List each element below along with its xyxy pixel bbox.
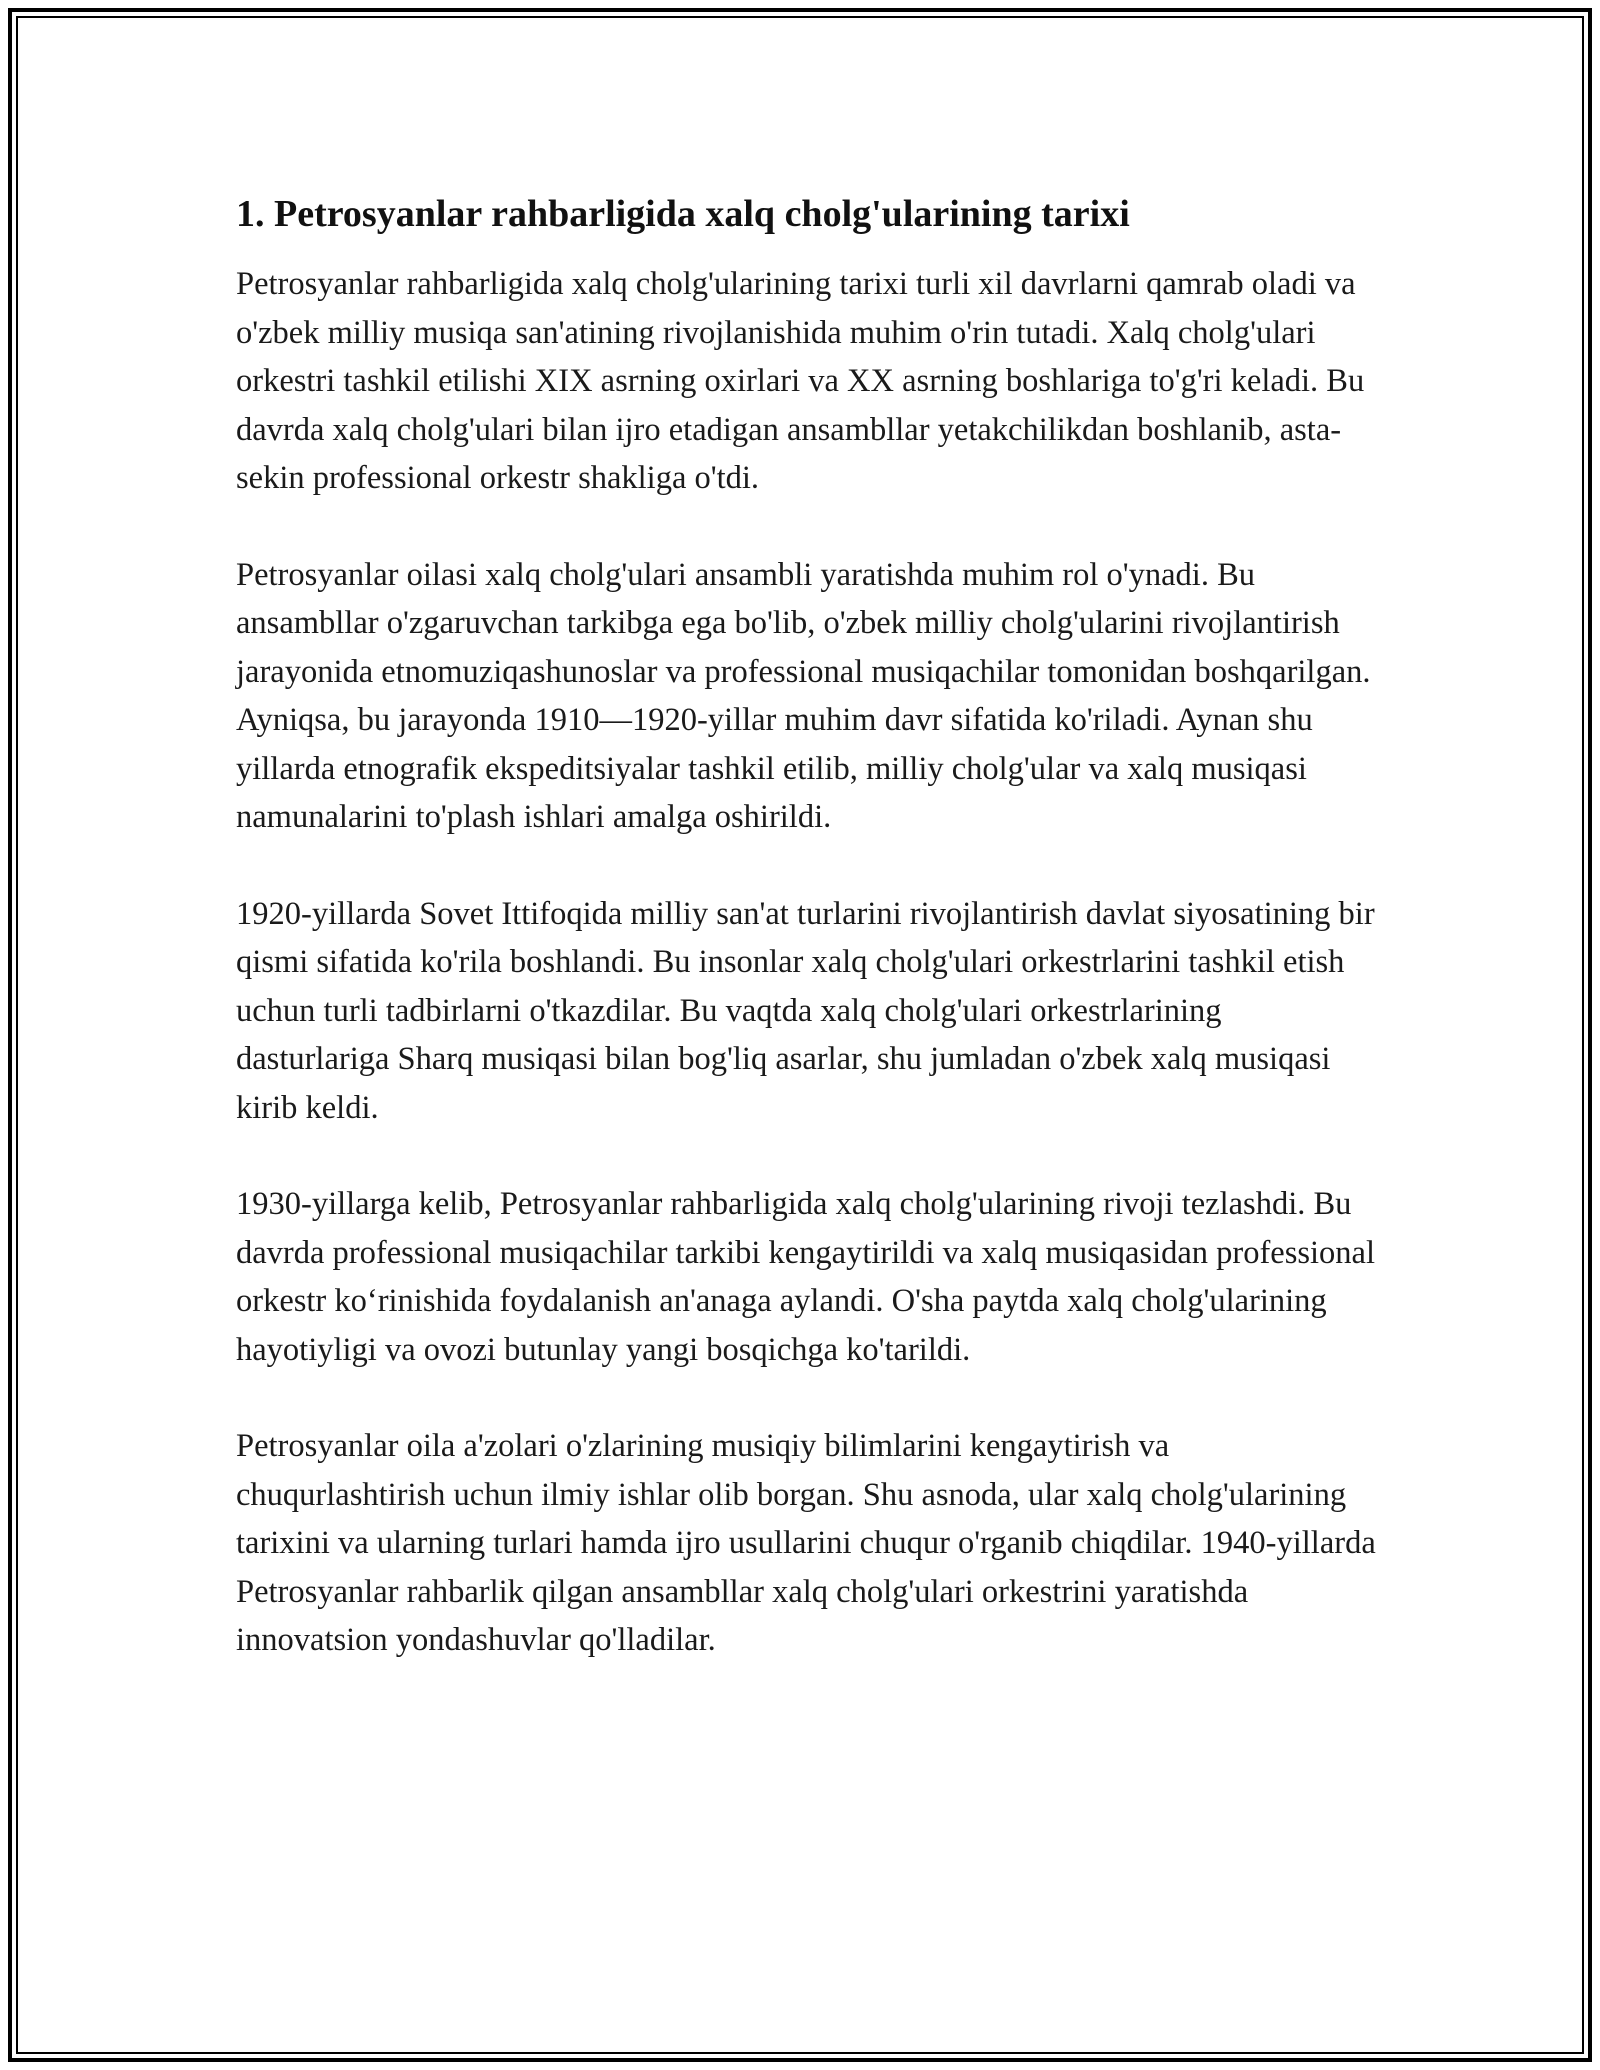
paragraph-2: Petrosyanlar oilasi xalq cholg'ulari ansambli yaratishda muhim rol o'ynadi. Bu ansambllar o'zgaruvchan tarkibga ega bo'lib, o'zbek milliy cholg'ularini rivojlantirish jarayonida etnomuziqashunoslar va professional musiqachilar tomonidan boshqarilgan. Ayniqsa, bu jarayonda 1910—1920-yillar muhim davr sifatida ko'riladi. Aynan shu yillarda etnografik ekspeditsiyalar tashkil etilib, milliy cholg'ular va xalq musiqasi namunalarini to'plash ishlari amalga oshirildi. (236, 556, 1371, 835)
document-body (236, 188, 1376, 1713)
paragraph-1: Petrosyanlar rahbarligida xalq cholg'ularining tarixi turli xil davrlarni qamrab oladi va o'zbek milliy musiqa san'atining rivojlanishida muhim o'rin tutadi. Xalq cholg'ulari orkestri tashkil etilishi XIX asrning oxirlari va XX asrning boshlariga to'g'ri keladi. Bu davrda xalq cholg'ulari bilan ijro etadigan ansambllar yetakchilikdan boshlanib, asta-sekin professional orkestr shakliga o'tdi. (236, 266, 1365, 496)
paragraph-3: 1920-yillarda Sovet Ittifoqida milliy san'at turlarini rivojlantirish davlat siyosatining bir qismi sifatida ko'rila boshlandi. Bu insonlar xalq cholg'ulari orkestrlarini tashkil etish uchun turli tadbirlarni o'tkazdilar. Bu vaqtda xalq cholg'ulari orkestrlarining dasturlariga Sharq musiqasi bilan bog'liq asarlar, shu jumladan o'zbek xalq musiqasi kirib keldi. (236, 895, 1375, 1126)
section-heading: 1. Petrosyanlar rahbarligida xalq cholg'ularining tarixi (236, 193, 1130, 235)
paragraph-5: Petrosyanlar oila a'zolari o'zlarining musiqiy bilimlarini kengaytirish va chuqurlashtirish uchun ilmiy ishlar olib borgan. Shu asnoda, ular xalq cholg'ularining tarixini va ularning turlari hamda ijro usullarini chuqur o'rganib chiqdilar. 1940-yillarda Petrosyanlar rahbarlik qilgan ansambllar xalq cholg'ulari orkestrini yaratishda innovatsion yondashuvlar qo'lladilar. (236, 1428, 1376, 1658)
paragraph-4: 1930-yillarga kelib, Petrosyanlar rahbarligida xalq cholg'ularining rivoji tezlashdi. Bu davrda professional musiqachilar tarkibi kengaytirildi va xalq musiqasidan professional orkestr ko‘rinishida foydalanish an'anaga aylandi. O'sha paytda xalq cholg'ularining hayotiyligi va ovozi butunlay yangi bosqichga ko'tarildi. (236, 1186, 1376, 1368)
